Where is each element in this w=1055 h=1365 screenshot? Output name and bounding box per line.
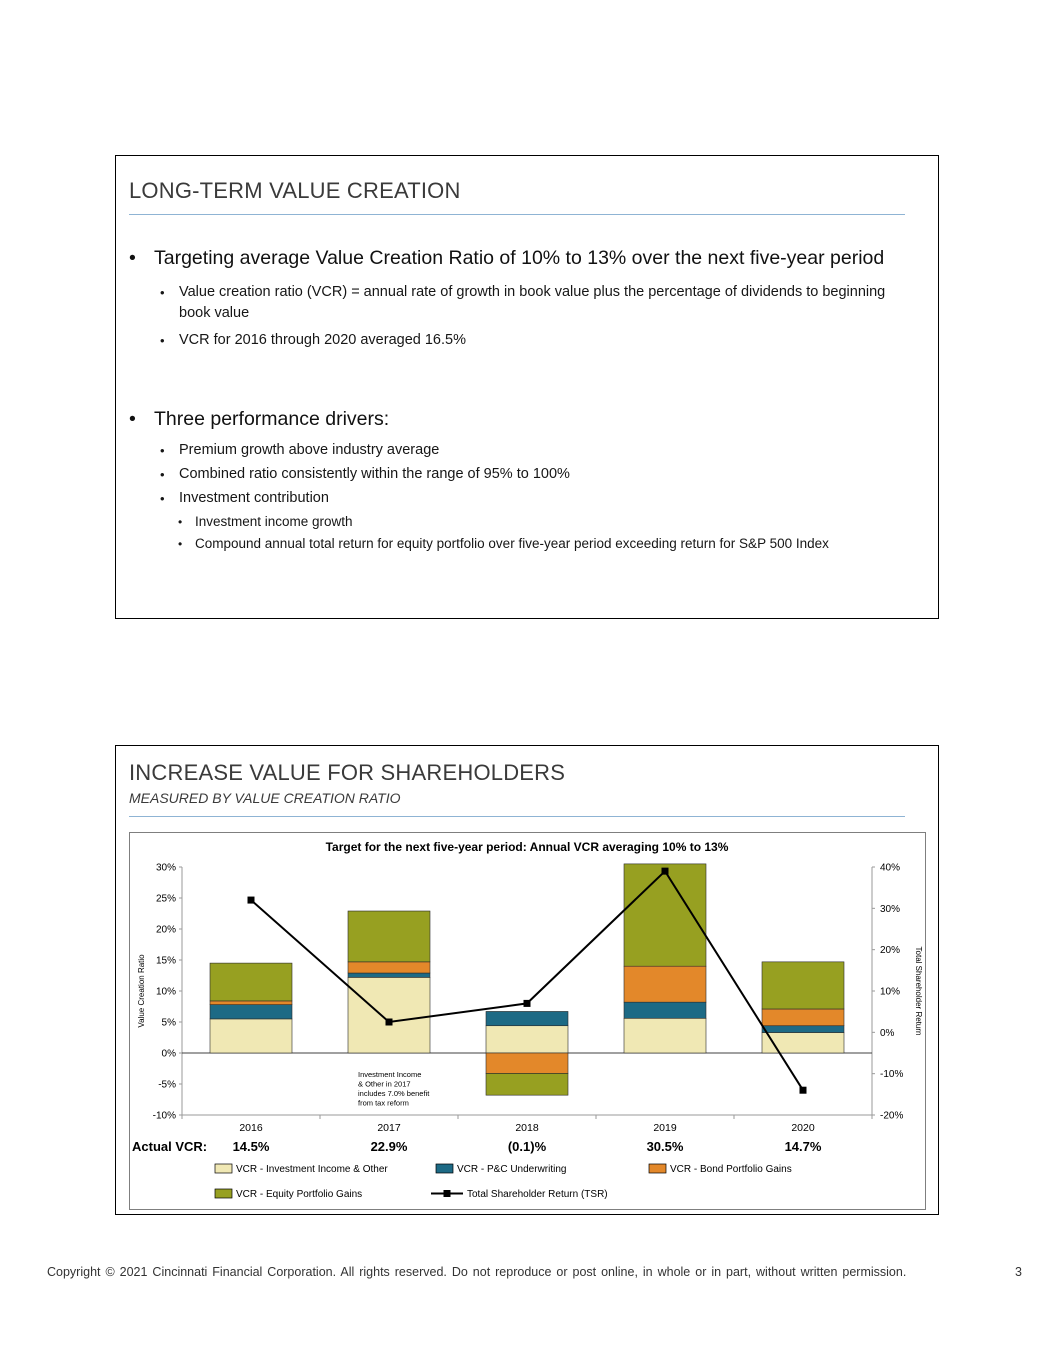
- panel-subtitle: MEASURED BY VALUE CREATION RATIO: [129, 790, 401, 806]
- chart-annotation-line: from tax reform: [358, 1098, 409, 1108]
- tsr-marker: [248, 897, 255, 904]
- legend-label: VCR - P&C Underwriting: [457, 1164, 567, 1175]
- bar-segment: [624, 1002, 706, 1018]
- tsr-marker: [800, 1087, 807, 1094]
- actual-vcr-value: 22.9%: [370, 1139, 408, 1154]
- right-axis-tick-label: 30%: [880, 903, 901, 915]
- bullet-item: [129, 244, 902, 273]
- bullet-icon: [178, 534, 195, 554]
- bar-segment: [210, 1005, 292, 1019]
- title-divider: [129, 214, 905, 215]
- copyright-text: Copyright © 2021 Cincinnati Financial Corporation. All rights reserved. Do not reproduce or post online, in whole or in part, without written permission.: [47, 1265, 907, 1279]
- right-axis-tick-label: 40%: [880, 862, 901, 874]
- bar-segment: [486, 1011, 568, 1025]
- panel-title: INCREASE VALUE FOR SHAREHOLDERS: [129, 760, 566, 785]
- chart-annotation-line: includes 7.0% benefit: [358, 1089, 430, 1098]
- bullet-item: [160, 330, 902, 351]
- bar-segment: [762, 1009, 844, 1026]
- bar-segment: [348, 977, 430, 1053]
- tsr-marker: [524, 1000, 531, 1007]
- bar-segment: [624, 966, 706, 1002]
- legend-swatch: [215, 1189, 232, 1198]
- bullet-item: [178, 534, 902, 554]
- page-footer: [47, 1265, 1022, 1279]
- bar-segment: [348, 973, 430, 977]
- page-number: 3: [1015, 1265, 1022, 1279]
- bar-segment: [486, 1026, 568, 1053]
- bullet-text: Premium growth above industry average: [179, 442, 440, 458]
- legend-swatch: [215, 1164, 232, 1173]
- legend-tsr-marker: [444, 1190, 451, 1197]
- bullet-item: [160, 440, 902, 461]
- bullet-item: [129, 405, 902, 434]
- chart-annotation-line: & Other in 2017: [358, 1079, 411, 1089]
- actual-vcr-value: (0.1)%: [507, 1139, 547, 1154]
- year-label: 2016: [239, 1122, 263, 1134]
- bullet-item: [160, 464, 902, 485]
- left-axis-tick-label: 25%: [155, 893, 176, 905]
- bullet-text: Value creation ratio (VCR) = annual rate of growth in book value plus the percentage of dividends to beginning book value: [179, 284, 886, 321]
- year-label: 2017: [377, 1122, 401, 1134]
- chart-title: Target for the next five-year period: Annual VCR averaging 10% to 13%: [325, 840, 729, 854]
- bullet-icon: [160, 440, 179, 461]
- bullet-text: Targeting average Value Creation Ratio of 10% to 13% over the next five-year period: [154, 247, 885, 269]
- legend-label: VCR - Bond Portfolio Gains: [670, 1164, 792, 1175]
- left-axis-tick-label: 30%: [155, 862, 176, 874]
- left-axis-tick-label: 10%: [155, 986, 176, 998]
- bullet-icon: [160, 330, 179, 351]
- bullet-text: Investment income growth: [195, 514, 353, 529]
- bar-segment: [348, 911, 430, 962]
- bullet-icon: [129, 405, 154, 434]
- right-axis-tick-label: 20%: [880, 945, 901, 957]
- legend-swatch: [649, 1164, 666, 1173]
- actual-vcr-value: 30.5%: [646, 1139, 684, 1154]
- year-label: 2019: [653, 1122, 677, 1134]
- legend-label: VCR - Equity Portfolio Gains: [236, 1189, 363, 1200]
- bar-segment: [210, 963, 292, 1001]
- chart-annotation-line: Investment Income: [358, 1070, 422, 1079]
- title-divider: [129, 816, 905, 817]
- bullet-list: [129, 232, 902, 554]
- legend-swatch: [436, 1164, 453, 1173]
- bullet-text: Investment contribution: [179, 490, 329, 506]
- vcr-chart: [129, 832, 926, 1210]
- bullet-text: Combined ratio consistently within the range of 95% to 100%: [179, 466, 570, 482]
- actual-vcr-label: Actual VCR:: [132, 1139, 208, 1154]
- year-label: 2020: [791, 1122, 815, 1134]
- left-axis-tick-label: -10%: [152, 1110, 176, 1122]
- tsr-marker: [386, 1019, 393, 1026]
- bar-segment: [486, 1053, 568, 1073]
- bullet-icon: [160, 282, 179, 303]
- actual-vcr-value: 14.5%: [232, 1139, 270, 1154]
- bullet-text: Compound annual total return for equity portfolio over five-year period exceeding return for S&P 500 Index: [195, 536, 829, 551]
- long-term-value-creation-panel: [115, 155, 939, 619]
- bullet-icon: [129, 244, 154, 273]
- bullet-item: [178, 512, 902, 532]
- bullet-item: [160, 282, 902, 324]
- bullet-icon: [160, 464, 179, 485]
- bullet-text: VCR for 2016 through 2020 averaged 16.5%: [179, 332, 466, 348]
- legend-label: VCR - Investment Income & Other: [236, 1164, 388, 1175]
- panel-title: LONG-TERM VALUE CREATION: [129, 178, 461, 203]
- left-axis-tick-label: 5%: [161, 1017, 176, 1029]
- left-axis-tick-label: 20%: [155, 924, 176, 936]
- bullet-text: Three performance drivers:: [154, 408, 390, 430]
- left-axis-title: Value Creation Ratio: [137, 954, 146, 1028]
- right-axis-tick-label: 10%: [880, 986, 901, 998]
- right-axis-tick-label: -20%: [880, 1110, 904, 1122]
- right-axis-tick-label: -10%: [880, 1069, 904, 1081]
- bar-segment: [210, 1019, 292, 1053]
- right-axis-title: Total Shareholder Return: [914, 946, 923, 1036]
- vcr-chart-svg: [130, 833, 925, 1209]
- increase-value-panel: [115, 745, 939, 1215]
- tsr-marker: [662, 868, 669, 875]
- actual-vcr-value: 14.7%: [784, 1139, 822, 1154]
- bar-segment: [624, 1018, 706, 1053]
- left-axis-tick-label: -5%: [158, 1079, 176, 1091]
- bullet-item: [160, 488, 902, 509]
- bar-segment: [762, 962, 844, 1009]
- bar-segment: [210, 1001, 292, 1005]
- year-label: 2018: [515, 1122, 539, 1134]
- bullet-icon: [178, 512, 195, 532]
- right-axis-tick-label: 0%: [880, 1027, 895, 1039]
- bar-segment: [486, 1073, 568, 1095]
- legend-label: Total Shareholder Return (TSR): [467, 1189, 608, 1200]
- left-axis-tick-label: 0%: [161, 1048, 176, 1060]
- bullet-icon: [160, 488, 179, 509]
- left-axis-tick-label: 15%: [155, 955, 176, 967]
- bar-segment: [348, 962, 430, 973]
- bar-segment: [762, 1026, 844, 1033]
